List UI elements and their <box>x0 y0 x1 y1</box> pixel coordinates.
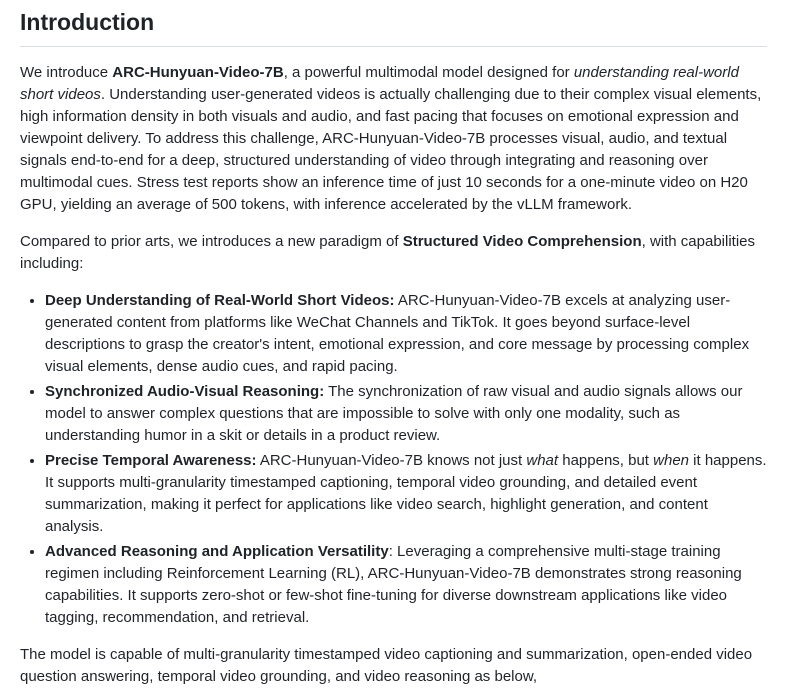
compared-paragraph: Compared to prior arts, we introduces a new paradigm of Structured Video Comprehension, with capabilities including: <box>20 232 756 272</box>
list-item-deep-understanding: • Deep Understanding of Real-World Short Videos: ARC-Hunyuan-Video-7B excels at analyzing user-generated content from platforms like WeChat Channels and TikTok. It goes beyond surface-level descriptions to grasp the creator's intent, emotional expression, and core message by processing complex visual elements, dense audio cues, and rapid pacing. <box>45 290 767 378</box>
section-heading-introduction: Introduction <box>20 8 767 47</box>
closing-paragraph: The model is capable of multi-granularity timestamped video captioning and summarization, open-ended video question answering, temporal video grounding, and video reasoning as below, <box>20 645 753 685</box>
intro-paragraph: We introduce ARC-Hunyuan-Video-7B, a powerful multimodal model designed for understanding real-world short videos. Understanding user-generated videos is actually challenging due to their complex visual elements, high information density in both visuals and audio, and fast pacing that focuses on emotional expression and viewpoint delivery. To address this challenge, ARC-Hunyuan-Video-7B processes visual, audio, and textual signals end-to-end for a deep, structured understanding of video through integrating and reasoning over multimodal cues. Stress test reports show an inference time of just 10 seconds for a one-minute video on H20 GPU, yielding an average of 500 tokens, with inference accelerated by the vLLM framework. <box>20 63 762 213</box>
list-item-temporal-awareness: • Precise Temporal Awareness: ARC-Hunyuan-Video-7B knows not just what happens, but when it happens. It supports multi-granularity timestamped captioning, temporal video grounding, and detailed event summarization, making it perfect for applications like video search, highlight generation, and content analysis. <box>45 450 767 538</box>
list-item-audio-visual-reasoning: • Synchronized Audio-Visual Reasoning: The synchronization of raw visual and audio signals allows our model to answer complex questions that are impossible to solve with only one modality, such as understanding humor in a skit or details in a product review. <box>45 381 767 447</box>
capabilities-list <box>20 290 767 629</box>
list-item-advanced-reasoning: • Advanced Reasoning and Application Versatility: Leveraging a comprehensive multi-stage training regimen including Reinforcement Learning (RL), ARC-Hunyuan-Video-7B demonstrates strong reasoning capabilities. It supports zero-shot or few-shot fine-tuning for diverse downstream applications like video tagging, recommendation, and retrieval. <box>45 541 767 629</box>
